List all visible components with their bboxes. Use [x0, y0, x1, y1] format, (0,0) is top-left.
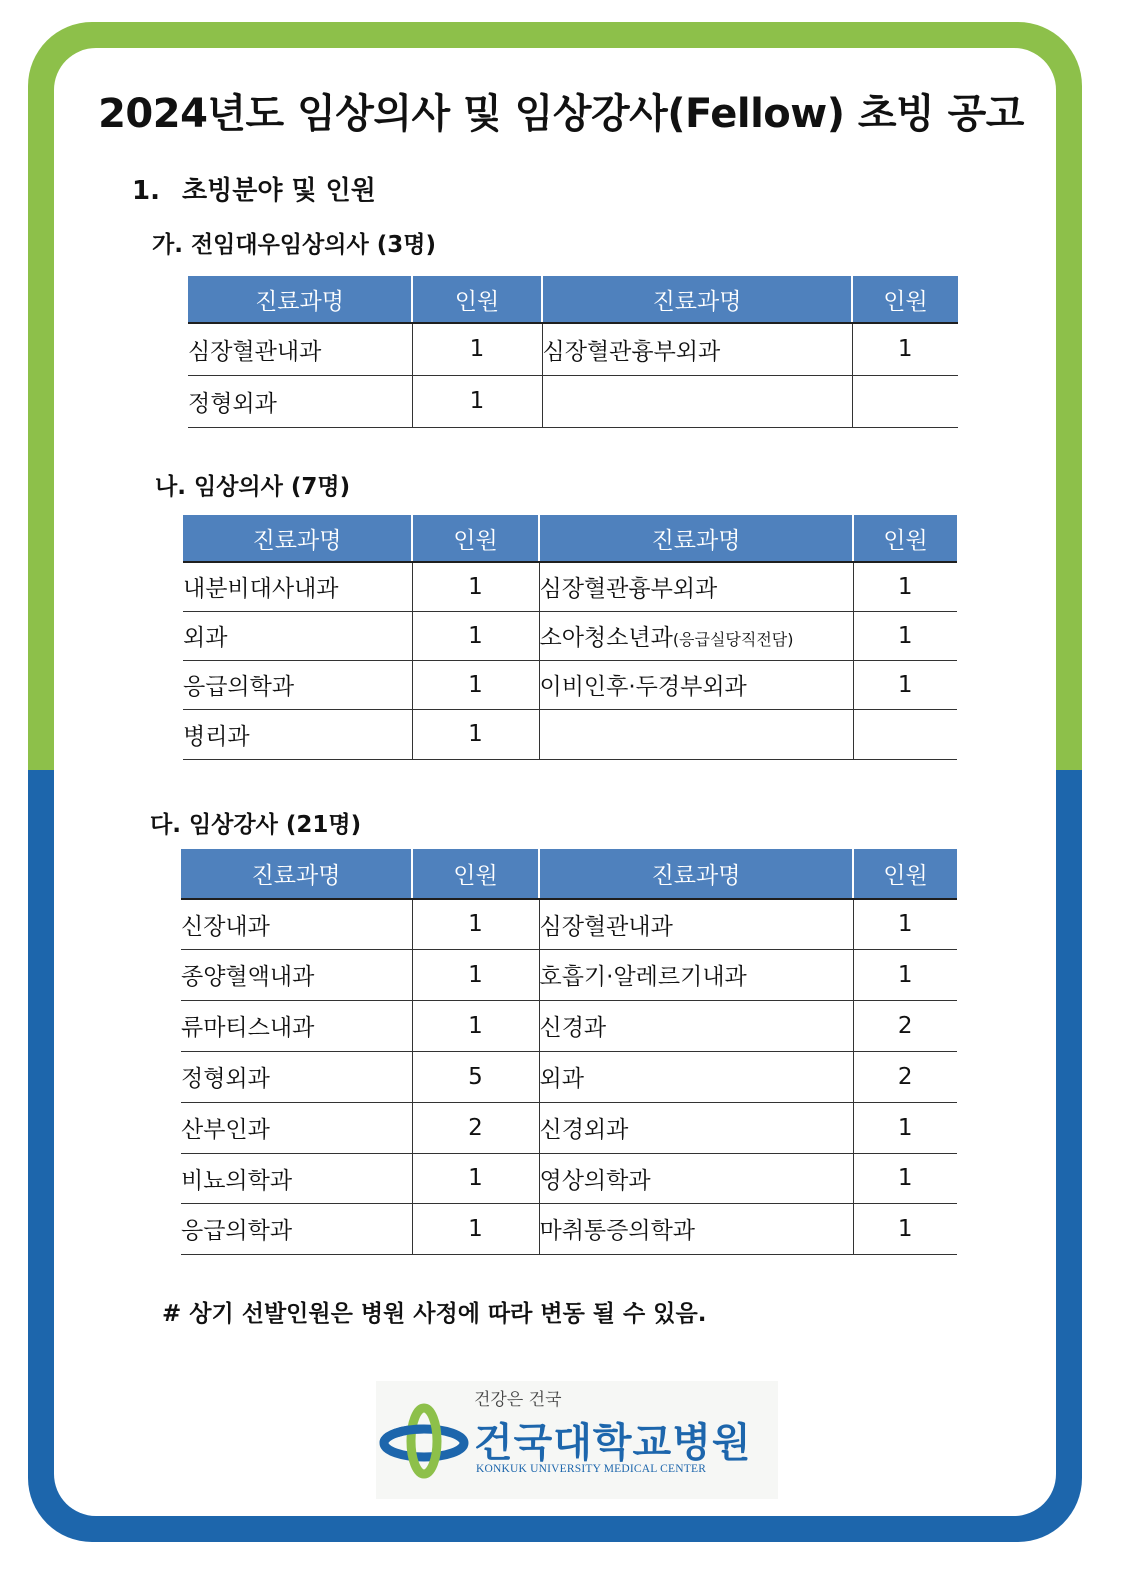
count-cell: 1: [853, 660, 957, 709]
count-cell: 1: [412, 611, 539, 660]
header-count: 인원: [412, 849, 539, 899]
dept-cell: 영상의학과: [539, 1153, 853, 1203]
header-dept: 진료과명: [542, 276, 852, 323]
count-cell: 2: [412, 1102, 539, 1153]
section-heading: [132, 170, 376, 207]
konkuk-emblem-icon: [378, 1403, 470, 1481]
count-cell: 1: [853, 899, 957, 949]
dept-cell: [542, 375, 852, 427]
table-row: [183, 709, 957, 759]
count-cell: [852, 375, 958, 427]
dept-cell: 류마티스내과: [181, 1000, 412, 1051]
footnote: # 상기 선발인원은 병원 사정에 따라 변동 될 수 있음.: [162, 1301, 707, 1327]
count-cell: 1: [412, 899, 539, 949]
table-header-row: [181, 849, 957, 899]
logo-name: 건국대학교병원: [474, 1419, 752, 1466]
header-dept: 진료과명: [183, 515, 412, 562]
dept-cell: 신장내과: [181, 899, 412, 949]
header-dept: 진료과명: [181, 849, 412, 899]
dept-cell: 산부인과: [181, 1102, 412, 1153]
count-cell: 2: [853, 1000, 957, 1051]
dept-cell: 심장혈관내과: [539, 899, 853, 949]
dept-cell: 비뇨의학과: [181, 1153, 412, 1203]
dept-cell: 외과: [183, 611, 412, 660]
count-cell: 1: [412, 660, 539, 709]
count-cell: 1: [412, 323, 542, 375]
count-cell: 1: [853, 1203, 957, 1254]
section-label: 초빙분야 및 인원: [181, 176, 376, 206]
count-cell: 1: [412, 1000, 539, 1051]
table-fellow: [181, 849, 957, 1255]
count-cell: 2: [853, 1051, 957, 1102]
count-cell: 1: [853, 611, 957, 660]
dept-cell: 외과: [539, 1051, 853, 1102]
table-row: [181, 1000, 957, 1051]
table-row: [181, 949, 957, 1000]
count-cell: 1: [853, 1153, 957, 1203]
dept-cell: 정형외과: [181, 1051, 412, 1102]
dept-cell: 정형외과: [188, 375, 412, 427]
dept-cell: 심장혈관내과: [188, 323, 412, 375]
count-cell: [853, 709, 957, 759]
count-cell: 1: [412, 949, 539, 1000]
table-row: [181, 1051, 957, 1102]
table-full-time-clinician: [188, 276, 958, 428]
section-number: 1.: [132, 176, 160, 206]
table-row: [181, 1153, 957, 1203]
header-count: 인원: [853, 515, 957, 562]
count-cell: 1: [412, 709, 539, 759]
table-row: [181, 1102, 957, 1153]
dept-cell: 호흡기·알레르기내과: [539, 949, 853, 1000]
dept-cell: 신경외과: [539, 1102, 853, 1153]
count-cell: 1: [412, 1203, 539, 1254]
dept-cell: 병리과: [183, 709, 412, 759]
table-row: [183, 611, 957, 660]
table-header-row: [183, 515, 957, 562]
count-cell: 1: [412, 1153, 539, 1203]
dept-cell: [539, 709, 853, 759]
table-heading-full-time-clinician: 가. 전임대우임상의사 (3명): [152, 232, 436, 258]
dept-cell: 종양혈액내과: [181, 949, 412, 1000]
table-row: [181, 899, 957, 949]
dept-cell: 마취통증의학과: [539, 1203, 853, 1254]
dept-cell: 내분비대사내과: [183, 562, 412, 611]
count-cell: 1: [412, 562, 539, 611]
dept-cell: 심장혈관흉부외과: [542, 323, 852, 375]
table-clinician: [183, 515, 957, 760]
header-dept: 진료과명: [539, 515, 853, 562]
count-cell: 5: [412, 1051, 539, 1102]
count-cell: 1: [852, 323, 958, 375]
header-count: 인원: [853, 849, 957, 899]
logo-slogan: 건강은 건국: [474, 1390, 562, 1410]
header-dept: 진료과명: [539, 849, 853, 899]
logo-english-name: KONKUK UNIVERSITY MEDICAL CENTER: [476, 1463, 707, 1475]
table-row: [183, 660, 957, 709]
header-count: 인원: [852, 276, 958, 323]
table-heading-clinician: 나. 임상의사 (7명): [155, 474, 351, 500]
table-row: [188, 375, 958, 427]
table-row: [183, 562, 957, 611]
table-row: [188, 323, 958, 375]
count-cell: 1: [853, 562, 957, 611]
dept-note: (응급실당직전담): [672, 630, 794, 649]
count-cell: 1: [853, 949, 957, 1000]
notice-title: 2024년도 임상의사 및 임상강사(Fellow) 초빙 공고: [98, 91, 1024, 137]
header-count: 인원: [412, 515, 539, 562]
dept-cell: 응급의학과: [181, 1203, 412, 1254]
dept-cell: [539, 611, 853, 660]
dept-cell: 응급의학과: [183, 660, 412, 709]
dept-name: 소아청소년과: [539, 625, 673, 651]
table-heading-fellow: 다. 임상강사 (21명): [150, 812, 362, 838]
dept-cell: 이비인후·두경부외과: [539, 660, 853, 709]
dept-cell: 심장혈관흉부외과: [539, 562, 853, 611]
header-count: 인원: [412, 276, 542, 323]
hospital-logo: [376, 1381, 778, 1499]
count-cell: 1: [853, 1102, 957, 1153]
dept-cell: 신경과: [539, 1000, 853, 1051]
table-header-row: [188, 276, 958, 323]
header-dept: 진료과명: [188, 276, 412, 323]
count-cell: 1: [412, 375, 542, 427]
table-row: [181, 1203, 957, 1254]
